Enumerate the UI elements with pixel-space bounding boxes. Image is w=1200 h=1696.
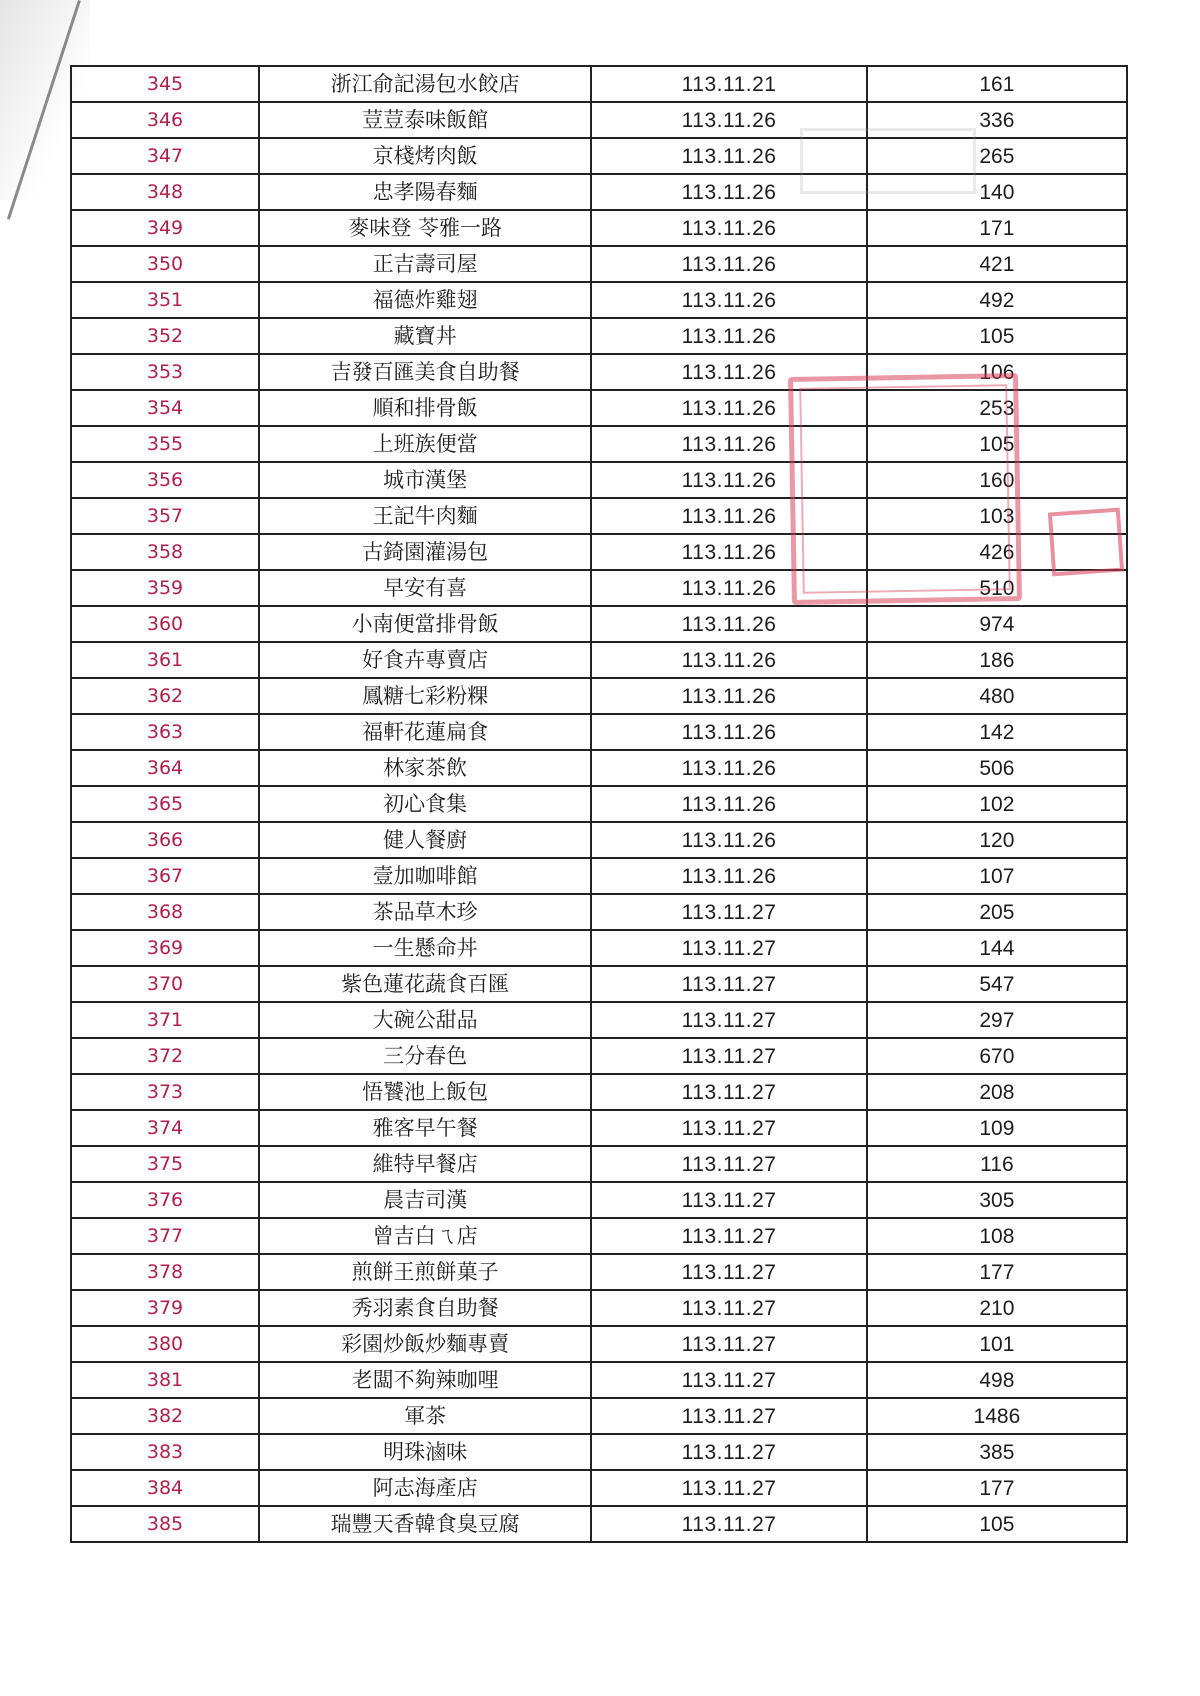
row-number: 348 <box>71 174 259 210</box>
inspection-date: 113.11.27 <box>591 1434 866 1470</box>
inspection-date: 113.11.26 <box>591 534 866 570</box>
store-name: 荳荳泰味飯館 <box>259 102 591 138</box>
count-value: 253 <box>867 390 1127 426</box>
table-row <box>71 1326 1127 1362</box>
count-value: 421 <box>867 246 1127 282</box>
table-row <box>71 1218 1127 1254</box>
inspection-date: 113.11.27 <box>591 1038 866 1074</box>
count-value: 171 <box>867 210 1127 246</box>
table-row <box>71 1002 1127 1038</box>
count-value: 297 <box>867 1002 1127 1038</box>
inspection-date: 113.11.26 <box>591 210 866 246</box>
table-row <box>71 1254 1127 1290</box>
count-value: 116 <box>867 1146 1127 1182</box>
table-row <box>71 282 1127 318</box>
count-value: 265 <box>867 138 1127 174</box>
store-name: 老闆不夠辣咖哩 <box>259 1362 591 1398</box>
row-number: 376 <box>71 1182 259 1218</box>
count-value: 426 <box>867 534 1127 570</box>
table-row <box>71 1038 1127 1074</box>
store-name: 王記牛肉麵 <box>259 498 591 534</box>
store-name: 瑞豐天香韓食臭豆腐 <box>259 1506 591 1542</box>
store-name: 秀羽素食自助餐 <box>259 1290 591 1326</box>
row-number: 363 <box>71 714 259 750</box>
row-number: 358 <box>71 534 259 570</box>
store-name: 順和排骨飯 <box>259 390 591 426</box>
table-row <box>71 750 1127 786</box>
row-number: 365 <box>71 786 259 822</box>
row-number: 380 <box>71 1326 259 1362</box>
row-number: 349 <box>71 210 259 246</box>
row-number: 385 <box>71 1506 259 1542</box>
count-value: 492 <box>867 282 1127 318</box>
count-value: 177 <box>867 1254 1127 1290</box>
inspection-date: 113.11.26 <box>591 498 866 534</box>
store-name: 阿志海產店 <box>259 1470 591 1506</box>
count-value: 186 <box>867 642 1127 678</box>
row-number: 370 <box>71 966 259 1002</box>
store-name: 京棧烤肉飯 <box>259 138 591 174</box>
inspection-date: 113.11.21 <box>591 66 866 102</box>
inspection-date: 113.11.26 <box>591 138 866 174</box>
row-number: 375 <box>71 1146 259 1182</box>
store-name: 悟饕池上飯包 <box>259 1074 591 1110</box>
store-name: 彩園炒飯炒麵專賣 <box>259 1326 591 1362</box>
row-number: 373 <box>71 1074 259 1110</box>
store-name: 林家茶飲 <box>259 750 591 786</box>
row-number: 366 <box>71 822 259 858</box>
inspection-date: 113.11.26 <box>591 426 866 462</box>
row-number: 382 <box>71 1398 259 1434</box>
table-row <box>71 246 1127 282</box>
table-row <box>71 1290 1127 1326</box>
table-body <box>71 66 1127 1542</box>
inspection-date: 113.11.27 <box>591 1398 866 1434</box>
table-row <box>71 1470 1127 1506</box>
count-value: 105 <box>867 426 1127 462</box>
table-row <box>71 1110 1127 1146</box>
count-value: 336 <box>867 102 1127 138</box>
inspection-date: 113.11.26 <box>591 390 866 426</box>
inspection-date: 113.11.26 <box>591 858 866 894</box>
table-row <box>71 858 1127 894</box>
row-number: 368 <box>71 894 259 930</box>
row-number: 364 <box>71 750 259 786</box>
inspection-date: 113.11.27 <box>591 1110 866 1146</box>
count-value: 107 <box>867 858 1127 894</box>
store-name: 吉發百匯美食自助餐 <box>259 354 591 390</box>
count-value: 109 <box>867 1110 1127 1146</box>
inspection-date: 113.11.26 <box>591 246 866 282</box>
store-name: 軍茶 <box>259 1398 591 1434</box>
table-row <box>71 1146 1127 1182</box>
store-name: 明珠滷味 <box>259 1434 591 1470</box>
inspection-date: 113.11.27 <box>591 1146 866 1182</box>
count-value: 974 <box>867 606 1127 642</box>
inspection-date: 113.11.26 <box>591 606 866 642</box>
count-value: 177 <box>867 1470 1127 1506</box>
inspection-date: 113.11.27 <box>591 1326 866 1362</box>
count-value: 105 <box>867 1506 1127 1542</box>
inspection-date: 113.11.26 <box>591 570 866 606</box>
count-value: 105 <box>867 318 1127 354</box>
faint-stamp-mark <box>800 128 976 194</box>
store-name: 上班族便當 <box>259 426 591 462</box>
store-name: 鳳糖七彩粉粿 <box>259 678 591 714</box>
count-value: 385 <box>867 1434 1127 1470</box>
store-name: 古錡園灌湯包 <box>259 534 591 570</box>
table-row <box>71 930 1127 966</box>
table-row <box>71 66 1127 102</box>
store-name: 福軒花蓮扁食 <box>259 714 591 750</box>
inspection-date: 113.11.26 <box>591 354 866 390</box>
table-row <box>71 786 1127 822</box>
store-name: 一生懸命丼 <box>259 930 591 966</box>
store-name: 麥味登 苓雅一路 <box>259 210 591 246</box>
table-row <box>71 1074 1127 1110</box>
row-number: 381 <box>71 1362 259 1398</box>
count-value: 1486 <box>867 1398 1127 1434</box>
table-row <box>71 642 1127 678</box>
store-name: 健人餐廚 <box>259 822 591 858</box>
row-number: 345 <box>71 66 259 102</box>
inspection-date: 113.11.27 <box>591 1290 866 1326</box>
count-value: 210 <box>867 1290 1127 1326</box>
table-row <box>71 1182 1127 1218</box>
inspection-date: 113.11.26 <box>591 174 866 210</box>
row-number: 357 <box>71 498 259 534</box>
personal-seal-stamp <box>1048 508 1124 577</box>
store-name: 城市漢堡 <box>259 462 591 498</box>
inspection-date: 113.11.26 <box>591 786 866 822</box>
count-value: 510 <box>867 570 1127 606</box>
inspection-date: 113.11.26 <box>591 282 866 318</box>
inspection-date: 113.11.27 <box>591 1218 866 1254</box>
store-name: 福德炸雞翅 <box>259 282 591 318</box>
inspection-date: 113.11.27 <box>591 1182 866 1218</box>
row-number: 384 <box>71 1470 259 1506</box>
store-name: 晨吉司漢 <box>259 1182 591 1218</box>
store-name: 初心食集 <box>259 786 591 822</box>
count-value: 480 <box>867 678 1127 714</box>
table-row <box>71 318 1127 354</box>
inspection-date: 113.11.26 <box>591 714 866 750</box>
row-number: 353 <box>71 354 259 390</box>
store-name: 維特早餐店 <box>259 1146 591 1182</box>
row-number: 371 <box>71 1002 259 1038</box>
table-row <box>71 894 1127 930</box>
store-name: 忠孝陽春麵 <box>259 174 591 210</box>
store-name: 正吉壽司屋 <box>259 246 591 282</box>
count-value: 108 <box>867 1218 1127 1254</box>
inspection-date: 113.11.26 <box>591 462 866 498</box>
restaurant-table <box>70 65 1128 1543</box>
inspection-date: 113.11.27 <box>591 1254 866 1290</box>
inspection-date: 113.11.26 <box>591 678 866 714</box>
row-number: 367 <box>71 858 259 894</box>
count-value: 106 <box>867 354 1127 390</box>
count-value: 140 <box>867 174 1127 210</box>
count-value: 120 <box>867 822 1127 858</box>
count-value: 103 <box>867 498 1127 534</box>
inspection-date: 113.11.26 <box>591 642 866 678</box>
row-number: 361 <box>71 642 259 678</box>
inspection-date: 113.11.27 <box>591 1362 866 1398</box>
count-value: 101 <box>867 1326 1127 1362</box>
table-row <box>71 1362 1127 1398</box>
table-row <box>71 1434 1127 1470</box>
row-number: 346 <box>71 102 259 138</box>
row-number: 383 <box>71 1434 259 1470</box>
row-number: 377 <box>71 1218 259 1254</box>
table-row <box>71 606 1127 642</box>
inspection-date: 113.11.26 <box>591 318 866 354</box>
count-value: 144 <box>867 930 1127 966</box>
count-value: 547 <box>867 966 1127 1002</box>
store-name: 壹加咖啡館 <box>259 858 591 894</box>
inspection-date: 113.11.26 <box>591 102 866 138</box>
store-name: 早安有喜 <box>259 570 591 606</box>
inspection-date: 113.11.27 <box>591 930 866 966</box>
table-row <box>71 678 1127 714</box>
row-number: 351 <box>71 282 259 318</box>
inspection-date: 113.11.27 <box>591 1506 866 1542</box>
row-number: 379 <box>71 1290 259 1326</box>
table-row <box>71 1506 1127 1542</box>
count-value: 142 <box>867 714 1127 750</box>
count-value: 506 <box>867 750 1127 786</box>
row-number: 378 <box>71 1254 259 1290</box>
count-value: 161 <box>867 66 1127 102</box>
inspection-date: 113.11.27 <box>591 894 866 930</box>
row-number: 356 <box>71 462 259 498</box>
row-number: 354 <box>71 390 259 426</box>
count-value: 208 <box>867 1074 1127 1110</box>
store-name: 浙江俞記湯包水餃店 <box>259 66 591 102</box>
store-name: 小南便當排骨飯 <box>259 606 591 642</box>
store-name: 曾吉白ㄟ店 <box>259 1218 591 1254</box>
table-row <box>71 714 1127 750</box>
table-row <box>71 822 1127 858</box>
count-value: 102 <box>867 786 1127 822</box>
store-name: 三分春色 <box>259 1038 591 1074</box>
inspection-date: 113.11.27 <box>591 1074 866 1110</box>
row-number: 360 <box>71 606 259 642</box>
count-value: 498 <box>867 1362 1127 1398</box>
count-value: 305 <box>867 1182 1127 1218</box>
count-value: 160 <box>867 462 1127 498</box>
table-row <box>71 210 1127 246</box>
count-value: 670 <box>867 1038 1127 1074</box>
row-number: 362 <box>71 678 259 714</box>
row-number: 347 <box>71 138 259 174</box>
inspection-date: 113.11.26 <box>591 750 866 786</box>
association-seal-stamp <box>788 373 1022 605</box>
row-number: 372 <box>71 1038 259 1074</box>
store-name: 茶品草木珍 <box>259 894 591 930</box>
inspection-date: 113.11.27 <box>591 1470 866 1506</box>
table-row <box>71 1398 1127 1434</box>
row-number: 359 <box>71 570 259 606</box>
row-number: 374 <box>71 1110 259 1146</box>
inspection-date: 113.11.27 <box>591 1002 866 1038</box>
store-name: 大碗公甜品 <box>259 1002 591 1038</box>
row-number: 355 <box>71 426 259 462</box>
count-value: 205 <box>867 894 1127 930</box>
store-name: 煎餅王煎餅菓子 <box>259 1254 591 1290</box>
store-name: 紫色蓮花蔬食百匯 <box>259 966 591 1002</box>
table-row <box>71 966 1127 1002</box>
store-name: 雅客早午餐 <box>259 1110 591 1146</box>
inspection-date: 113.11.26 <box>591 822 866 858</box>
row-number: 352 <box>71 318 259 354</box>
store-name: 藏寶丼 <box>259 318 591 354</box>
inspection-date: 113.11.27 <box>591 966 866 1002</box>
row-number: 369 <box>71 930 259 966</box>
row-number: 350 <box>71 246 259 282</box>
store-name: 好食卉專賣店 <box>259 642 591 678</box>
